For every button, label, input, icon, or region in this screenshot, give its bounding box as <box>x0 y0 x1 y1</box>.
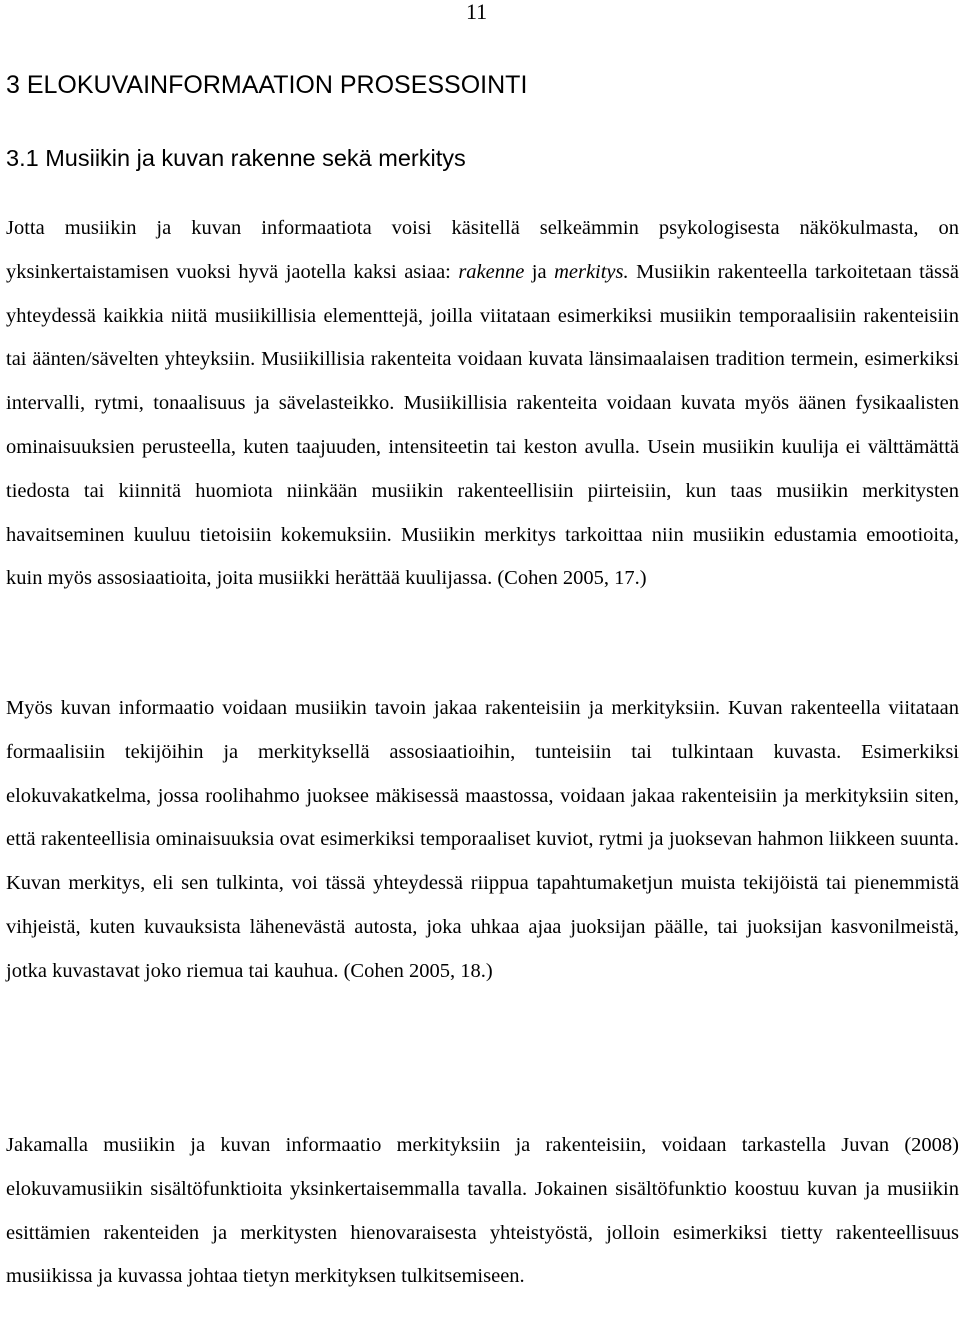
paragraph-1-conjunction: ja <box>524 260 555 283</box>
section-heading: 3.1 Musiikin ja kuvan rakenne sekä merkitys <box>6 145 466 171</box>
term-merkitys: merkitys. <box>554 260 629 283</box>
term-rakenne: rakenne <box>458 260 525 283</box>
paragraph-3: Jakamalla musiikin ja kuvan informaatio merkityksiin ja rakenteisiin, voidaan tarkastella Juvan (2008) elokuvamusiikin sisältöfunktioita yksinkertaisemmalla tavalla. Jokainen sisältöfunktio koostuu kuvan ja musiikin esittämien rakenteiden ja merkitysten hienovaraisesta yhteistyöstä, jolloin esimerkiksi tietty rakenteellisuus musiikissa ja kuvassa johtaa tietyn merkityksen tulkitsemiseen. <box>6 1134 959 1288</box>
paragraph-1 <box>6 207 959 601</box>
chapter-heading: 3 ELOKUVAINFORMAATION PROSESSOINTI <box>6 71 528 99</box>
page-number: 11 <box>466 0 488 24</box>
paragraph-1-intro: Jotta musiikin ja kuvan informaatiota voisi käsitellä selkeämmin psykologisesta näkökulmasta, on yksinkertaistamisen vuoksi hyvä jaotella kaksi asiaa: <box>6 217 959 283</box>
paragraph-2: Myös kuvan informaatio voidaan musiikin tavoin jakaa rakenteisiin ja merkityksiin. Kuvan rakenteella viitataan formaalisiin tekijöihin ja merkityksellä assosiaatioihin, tunteisiin tai tulkintaan kuvasta. Esimerkiksi elokuvakatkelma, jossa roolihahmo juoksee mäkisessä maastossa, voidaan jakaa rakenteisiin ja merkityksiin siten, että rakenteellisia ominaisuuksia ovat esimerkiksi temporaaliset kuviot, rytmi ja juoksevan hahmon liikkeen suunta. Kuvan merkitys, eli sen tulkinta, voi tässä yhteydessä riippua tapahtumaketjun muista tekijöistä tai pienemmistä vihjeistä, kuten kuvauksista lähenevästä autosta, joka uhkaa ajaa juoksijan päälle, tai juoksijan kasvonilmeistä, jotka kuvastavat joko riemua tai kauhua. (Cohen 2005, 18.) <box>6 697 959 982</box>
paragraph-1-body: Musiikin rakenteella tarkoitetaan tässä yhteydessä kaikkia niitä musiikillisia elementtejä, joilla viitataan esimerkiksi musiikin temporaalisiin rakenteisiin tai äänten/sävelten yhteyksiin. Musiikillisia rakenteita voidaan kuvata länsimaalaisen tradition termein, esimerkiksi intervalli, rytmi, tonaalisuus ja sävelasteikko. Musiikillisia rakenteita voidaan kuvata myös äänen fysikaalisten ominaisuuksien perusteella, kuten taajuuden, intensiteetin tai keston avulla. Usein musiikin kuulija ei välttämättä tiedosta tai kiinnitä huomiota niinkään musiikin rakenteellisiin piirteisiin, kun taas musiikin merkitysten havaitseminen kuuluu tietoisiin kokemuksiin. Musiikin merkitys tarkoittaa niin musiikin edustamia emootioita, kuin myös assosiaatioita, joita musiikki herättää kuulijassa. (Cohen 2005, 17.) <box>6 260 959 590</box>
